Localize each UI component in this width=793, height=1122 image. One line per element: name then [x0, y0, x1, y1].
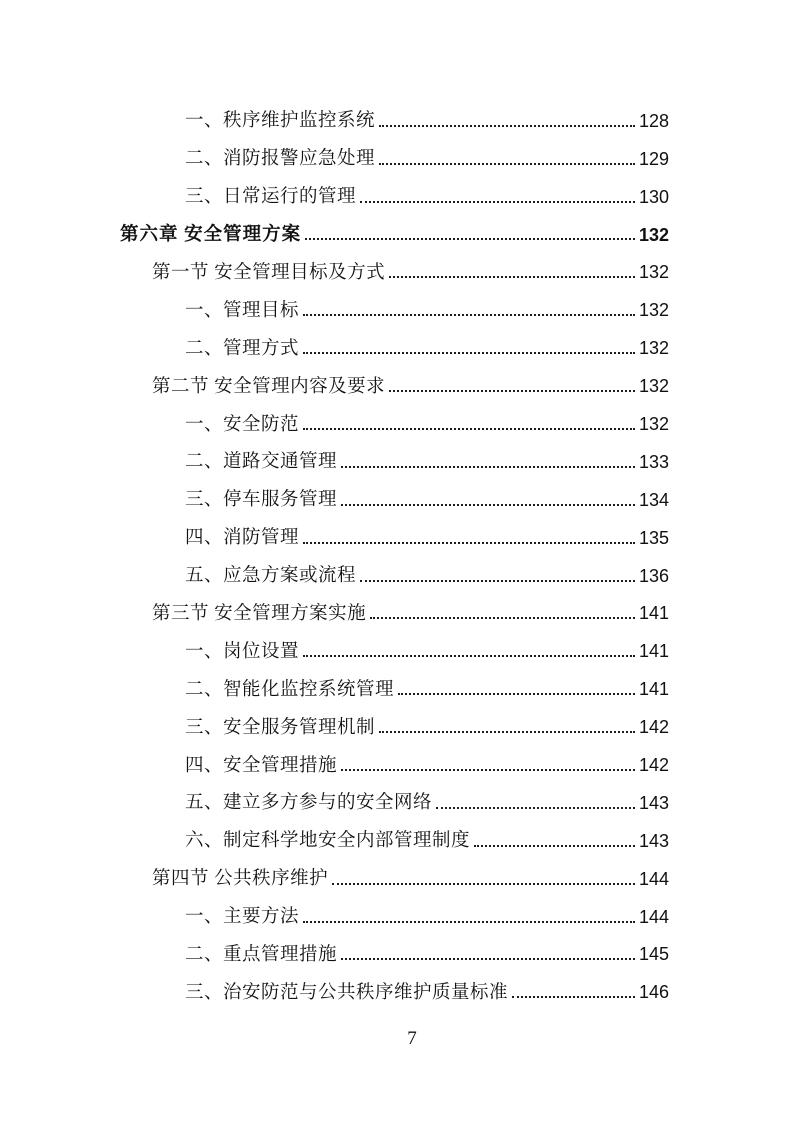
- table-of-contents: [120, 93, 669, 1002]
- toc-dot-leader: [341, 466, 635, 468]
- toc-entry-page: 129: [638, 148, 669, 169]
- toc-entry-page: 143: [638, 792, 669, 813]
- toc-entry-label: 第六章 安全管理方案: [120, 225, 302, 246]
- toc-dot-leader: [341, 769, 635, 771]
- toc-entry-page: 134: [638, 489, 669, 510]
- toc-entry-page: 141: [638, 641, 669, 662]
- toc-dot-leader: [360, 580, 635, 582]
- toc-dot-leader: [303, 314, 635, 316]
- toc-entry: [152, 358, 669, 396]
- toc-dot-leader: [303, 921, 635, 923]
- toc-entry-label: 二、道路交通管理: [185, 452, 338, 473]
- toc-entry-page: 132: [638, 224, 669, 245]
- toc-dot-leader: [379, 125, 635, 127]
- toc-entry-label: 二、管理方式: [185, 338, 300, 359]
- toc-entry-label: 第二节 安全管理内容及要求: [152, 376, 386, 397]
- toc-entry-page: 132: [638, 338, 669, 359]
- toc-entry-label: 一、岗位设置: [185, 641, 300, 662]
- toc-entry-label: 二、智能化监控系统管理: [185, 679, 395, 700]
- toc-entry-label: 一、安全防范: [185, 414, 300, 435]
- toc-entry-label: 一、主要方法: [185, 907, 300, 928]
- toc-entry-page: 146: [638, 982, 669, 1003]
- toc-entry-page: 145: [638, 944, 669, 965]
- toc-dot-leader: [474, 845, 635, 847]
- toc-entry: [185, 282, 669, 320]
- toc-entry: [185, 396, 669, 434]
- toc-dot-leader: [360, 201, 635, 203]
- toc-dot-leader: [379, 163, 635, 165]
- toc-entry-page: 135: [638, 527, 669, 548]
- toc-entry-label: 三、安全服务管理机制: [185, 717, 376, 738]
- toc-entry-label: 二、消防报警应急处理: [185, 149, 376, 170]
- toc-entry-label: 第四节 公共秩序维护: [152, 869, 329, 890]
- toc-dot-leader: [370, 617, 635, 619]
- toc-dot-leader: [305, 238, 635, 240]
- toc-entry-label: 六、制定科学地安全内部管理制度: [185, 831, 471, 852]
- toc-entry: [185, 889, 669, 927]
- toc-dot-leader: [379, 731, 635, 733]
- toc-entry: [185, 737, 669, 775]
- toc-entry: [185, 510, 669, 548]
- toc-dot-leader: [512, 996, 635, 998]
- toc-entry: [185, 927, 669, 965]
- toc-dot-leader: [332, 883, 635, 885]
- toc-entry-page: 144: [638, 906, 669, 927]
- toc-entry-page: 142: [638, 755, 669, 776]
- toc-entry: [185, 169, 669, 207]
- toc-entry-page: 132: [638, 262, 669, 283]
- toc-entry-label: 五、建立多方参与的安全网络: [185, 793, 433, 814]
- toc-dot-leader: [341, 958, 635, 960]
- toc-entry: [185, 93, 669, 131]
- toc-entry-label: 三、停车服务管理: [185, 490, 338, 511]
- toc-entry-label: 三、治安防范与公共秩序维护质量标准: [185, 982, 509, 1003]
- toc-entry-page: 132: [638, 300, 669, 321]
- toc-entry: [185, 434, 669, 472]
- toc-entry-page: 133: [638, 451, 669, 472]
- toc-dot-leader: [303, 428, 635, 430]
- toc-entry: [120, 207, 669, 245]
- toc-entry-label: 第一节 安全管理目标及方式: [152, 262, 386, 283]
- toc-dot-leader: [398, 693, 635, 695]
- toc-dot-leader: [341, 504, 635, 506]
- toc-entry: [185, 320, 669, 358]
- toc-dot-leader: [389, 276, 635, 278]
- toc-entry-page: 141: [638, 603, 669, 624]
- toc-entry-page: 136: [638, 565, 669, 586]
- toc-entry: [185, 813, 669, 851]
- toc-entry: [185, 548, 669, 586]
- toc-entry-label: 二、重点管理措施: [185, 944, 338, 965]
- toc-dot-leader: [303, 542, 635, 544]
- toc-dot-leader: [389, 390, 635, 392]
- footer-page-number: 7: [407, 1028, 417, 1049]
- toc-entry-page: 132: [638, 414, 669, 435]
- toc-entry: [152, 851, 669, 889]
- toc-entry-page: 144: [638, 868, 669, 889]
- toc-dot-leader: [303, 352, 635, 354]
- toc-entry: [185, 623, 669, 661]
- toc-entry: [185, 131, 669, 169]
- toc-entry-label: 第三节 安全管理方案实施: [152, 603, 367, 624]
- toc-entry-page: 128: [638, 110, 669, 131]
- toc-entry-page: 141: [638, 679, 669, 700]
- toc-entry: [185, 775, 669, 813]
- toc-dot-leader: [436, 807, 635, 809]
- toc-entry-page: 143: [638, 830, 669, 851]
- toc-entry-page: 142: [638, 717, 669, 738]
- toc-entry-label: 一、管理目标: [185, 300, 300, 321]
- toc-entry: [152, 245, 669, 283]
- toc-entry: [152, 586, 669, 624]
- toc-entry-label: 四、消防管理: [185, 528, 300, 549]
- toc-entry: [185, 699, 669, 737]
- toc-entry: [185, 964, 669, 1002]
- toc-entry: [185, 472, 669, 510]
- toc-entry-label: 四、安全管理措施: [185, 755, 338, 776]
- toc-entry-label: 三、日常运行的管理: [185, 187, 357, 208]
- toc-entry-label: 一、秩序维护监控系统: [185, 111, 376, 132]
- toc-entry-label: 五、应急方案或流程: [185, 566, 357, 587]
- toc-entry: [185, 661, 669, 699]
- toc-entry-page: 132: [638, 376, 669, 397]
- toc-dot-leader: [303, 655, 635, 657]
- toc-entry-page: 130: [638, 186, 669, 207]
